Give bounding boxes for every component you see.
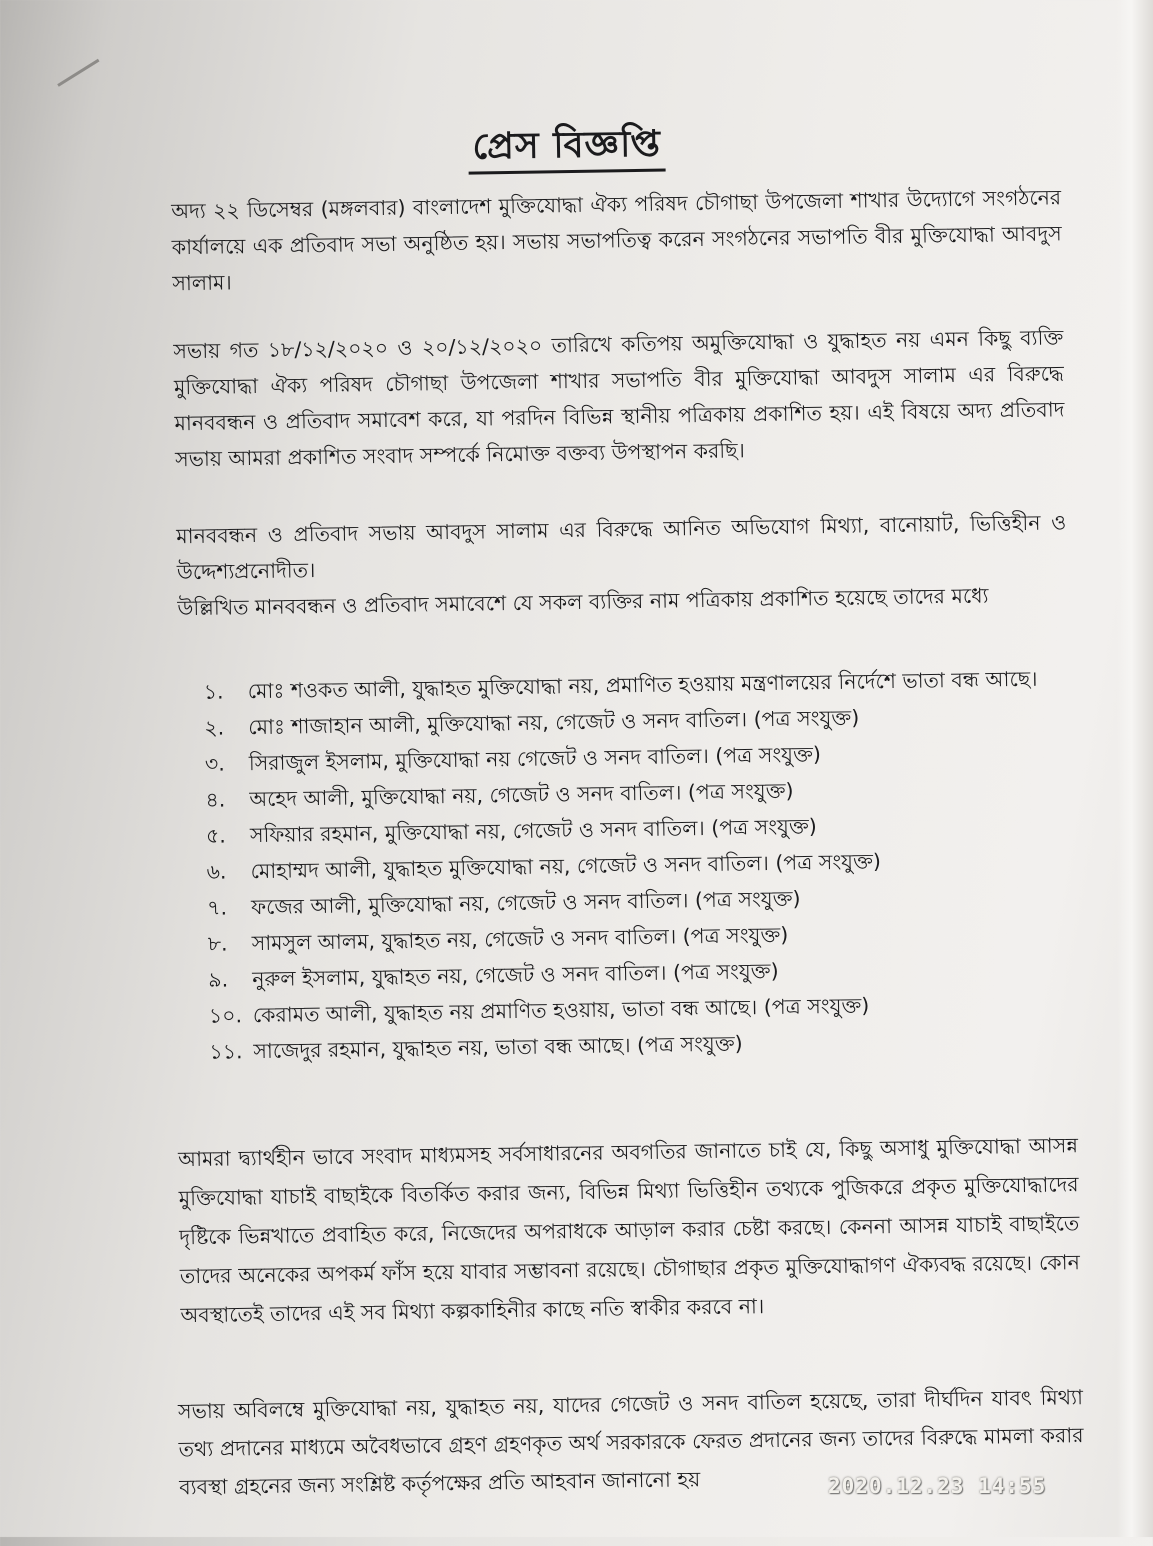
list-text: নুরুল ইসলাম, যুদ্ধাহত নয়, গেজেট ও সনদ বাতিল। (পত্র সংযুক্ত) [252,958,779,992]
photo-timestamp: 2020.12.23 14:55 [828,1474,1047,1498]
list-number: ১. [203,679,224,704]
list-number: ১১. [209,1039,243,1064]
list-number: ৪. [205,787,226,812]
paragraph-statement: আমরা দ্ব্যার্থহীন ভাবে সংবাদ মাধ্যমসহ সর্বসাধারনের অবগতির জানাতে চাই যে, কিছু অসাধু মুক্তিযোদ্ধা আসন্ন মুক্তিযোদ্ধা যাচাই বাছাইকে বিতর্কিত করার জন্য, বিভিন্ন মিথ্যা ভিত্তিহীন তথ্যকে পুজিকরে প্রকৃত মুক্তিযোদ্ধাদের দৃষ্টিকে ভিন্নখাতে প্রবাহিত করে, নিজেদের অপরাধকে আড়াল করার চেষ্টা করছে। কেননা আসন্ন যাচাই বাছাইতে তাদের অনেকের অপকর্ম ফাঁস হয়ে যাবার সম্ভাবনা রয়েছে। চৌগাছার প্রকৃত মুক্তিযোদ্ধাগণ ঐক্যবদ্ধ রয়েছে। কোন অবস্থাতেই তাদের এই সব মিথ্যা কল্পকাহিনীর কাছে নতি স্বাকীর করবে না। [177,1133,1081,1328]
paragraph-allegation-denial: মানববন্ধন ও প্রতিবাদ সভায় আবদুস সালাম এর বিরুদ্ধে আনিত অভিযোগ মিথ্যা, বানোয়াট, ভিত্তিহীন ও উদ্দেশ্যপ্রনোদীত। [176,510,1067,585]
list-number: ৩. [204,751,225,776]
paragraph-demand: সভায় অবিলম্বে মুক্তিযোদ্ধা নয়, যুদ্ধাহত নয়, যাদের গেজেট ও সনদ বাতিল হয়েছে, তারা দীর্ঘদিন যাবৎ মিথ্যা তথ্য প্রদানের মাধ্যমে অবৈধভাবে গ্রহণ গ্রহণকৃত অর্থ সরকারকে ফেরত প্রদানের জন্য তাদের বিরুদ্ধে মামলা করার ব্যবস্থা গ্রহনের জন্য সংশ্লিষ্ট কর্তৃপক্ষের প্রতি আহবান জানানো হয় [177,1385,1084,1500]
list-text: মোঃ শওকত আলী, যুদ্ধাহত মুক্তিযোদ্ধা নয়, প্রমাণিত হওয়ায় মন্ত্রণালয়ের নির্দেশে ভাতা বন্ধ আছে। [247,666,1038,704]
list-number: ২. [204,715,225,740]
paragraph-protest-background: সভায় গত ১৮/১২/২০২০ ও ২০/১২/২০২০ তারিখে কতিপয় অমুক্তিযোদ্ধা ও যুদ্ধাহত নয় এমন কিছু ব্যক্তি মুক্তিযোদ্ধা ঐক্য পরিষদ চৌগাছা উপজেলা শাখার সভাপতি বীর মুক্তিযোদ্ধা আবদুস সালাম এর বিরুদ্ধে মানববন্ধন ও প্রতিবাদ সমাবেশ করে, যা পরদিন বিভিন্ন স্থানীয় পত্রিকায় প্রকাশিত হয়। এই বিষয়ে অদ্য প্রতিবাদ সভায় আমরা প্রকাশিত সংবাদ সম্পর্কে নিমোক্ত বক্তব্য উপস্থাপন করছি। [173,325,1065,472]
list-text: সামসুল আলম, যুদ্ধাহত নয়, গেজেট ও সনদ বাতিল। (পত্র সংযুক্ত) [251,922,789,956]
list-number: ৮. [207,931,228,956]
document-title: প্রেস বিজ্ঞপ্তি [0,109,1144,187]
list-text: সফিয়ার রহমান, মুক্তিযোদ্ধা নয়, গেজেট ও সনদ বাতিল। (পত্র সংযুক্ত) [249,814,817,848]
list-number: ৭. [206,895,228,920]
list-text: কেরামত আলী, যুদ্ধাহত নয় প্রমাণিত হওয়ায়, ভাতা বন্ধ আছে। (পত্র সংযুক্ত) [252,993,870,1028]
paragraph-list-intro: উল্লিখিত মানববন্ধন ও প্রতিবাদ সমাবেশে যে সকল ব্যক্তির নাম পত্রিকায় প্রকাশিত হয়েছে তাদের মধ্যে [177,583,989,621]
persons-list [203,660,1074,1070]
list-text: ফজের আলী, মুক্তিযোদ্ধা নয়, গেজেট ও সনদ বাতিল। (পত্র সংযুক্ত) [250,886,801,920]
list-text: সিরাজুল ইসলাম, মুক্তিযোদ্ধা নয় গেজেট ও সনদ বাতিল। (পত্র সংযুক্ত) [248,742,822,776]
paragraph-meeting-intro: অদ্য ২২ ডিসেম্বর (মঙ্গলবার) বাংলাদেশ মুক্তিযোদ্ধা ঐক্য পরিষদ চৌগাছা উপজেলা শাখার উদ্যোগে সংগঠনের কার্যালয়ে এক প্রতিবাদ সভা অনুষ্ঠিত হয়। সভায় সভাপতিত্ব করেন সংগঠনের সভাপতি বীর মুক্তিযোদ্ধা আবদুস সালাম। [171,185,1062,296]
list-number: ৯. [208,967,229,992]
list-number: ১০. [208,1003,243,1028]
list-text: মোহাম্মদ আলী, যুদ্ধাহত মুক্তিযোদ্ধা নয়, গেজেট ও সনদ বাতিল। (পত্র সংযুক্ত) [250,849,882,884]
list-text: অহেদ আলী, মুক্তিযোদ্ধা নয়, গেজেট ও সনদ বাতিল। (পত্র সংযুক্ত) [249,778,794,812]
list-number: ৫. [205,823,227,848]
list-text: মোঃ শাজাহান আলী, মুক্তিযোদ্ধা নয়, গেজেট ও সনদ বাতিল। (পত্র সংযুক্ত) [248,705,860,740]
list-text: সাজেদুর রহমান, যুদ্ধাহত নয়, ভাতা বন্ধ আছে। (পত্র সংযুক্ত) [253,1031,743,1064]
list-number: ৬. [206,859,227,884]
